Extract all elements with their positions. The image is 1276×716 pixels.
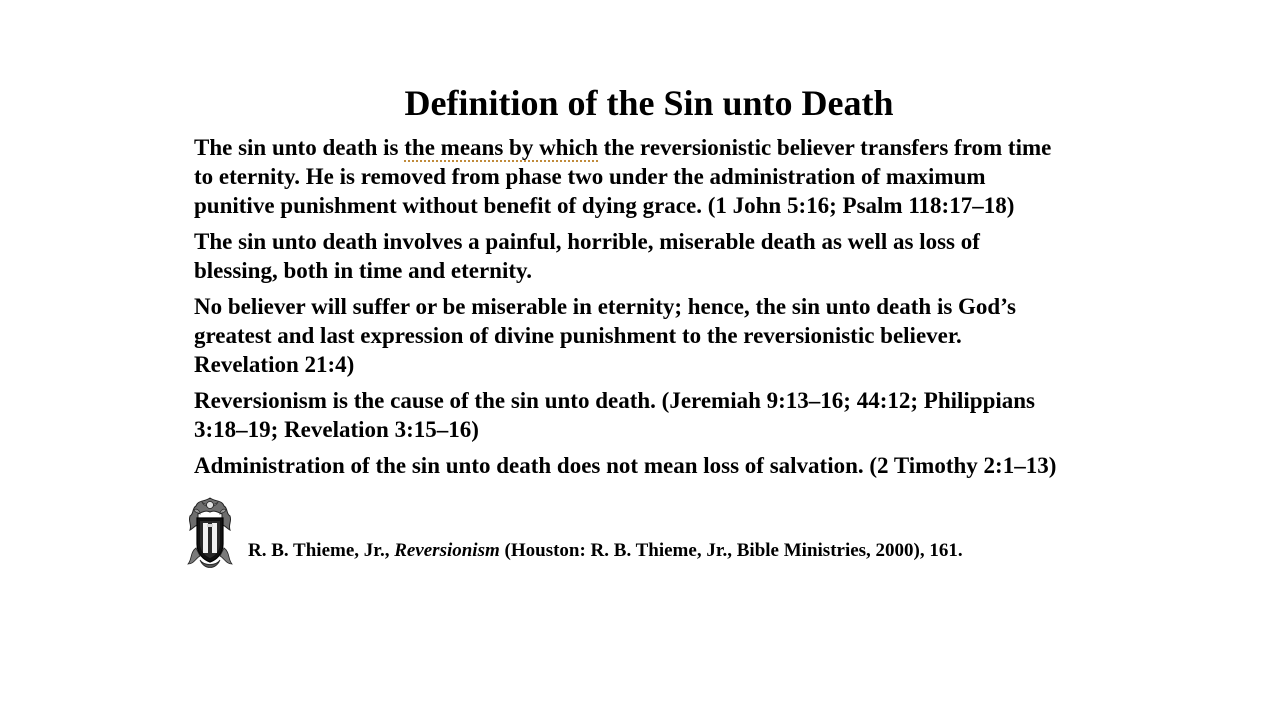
citation-text — [248, 539, 963, 563]
paragraph-definition — [194, 133, 1114, 220]
paragraph-painful-death — [194, 227, 1114, 285]
paragraph-line: punitive punishment without benefit of dying grace. (1 John 5:16; Psalm 118:17–18) — [194, 193, 1015, 218]
paragraph-line: 3:18–19; Revelation 3:15–16) — [194, 417, 479, 442]
citation-author: R. B. Thieme, Jr., — [248, 540, 395, 561]
paragraph-cause — [194, 386, 1114, 444]
citation — [186, 494, 1086, 574]
ministry-crest-icon — [186, 494, 234, 572]
paragraph-line: greatest and last expression of divine punishment to the reversionistic believer. — [194, 323, 962, 348]
line-text: The sin unto death is — [194, 135, 405, 160]
paragraph-line: blessing, both in time and eternity. — [194, 258, 533, 283]
paragraph-line: to eternity. He is removed from phase two under the administration of maximum — [194, 164, 986, 189]
paragraph-salvation — [194, 451, 1114, 480]
paragraph-line: Revelation 21:4) — [194, 352, 355, 377]
paragraph-divine-punishment — [194, 292, 1114, 379]
page-title: Definition of the Sin unto Death — [404, 83, 894, 123]
paragraph-line: No believer will suffer or be miserable in eternity; hence, the sin unto death is God’s — [194, 294, 1016, 319]
paragraph-line: Reversionism is the cause of the sin unto death. (Jeremiah 9:13–16; 44:12; Philippians — [194, 388, 1035, 413]
paragraph-line — [194, 133, 1114, 162]
paragraph-line: The sin unto death involves a painful, horrible, miserable death as well as loss of — [194, 229, 980, 254]
grammar-flagged-phrase: the means by which — [404, 135, 598, 160]
line-text: the reversionistic believer transfers from time — [597, 135, 1052, 160]
slide-body — [194, 133, 1114, 487]
paragraph-line: Administration of the sin unto death does not mean loss of salvation. (2 Timothy 2:1–13) — [194, 453, 1057, 478]
citation-publication: (Houston: R. B. Thieme, Jr., Bible Ministries, 2000), 161. — [499, 540, 963, 561]
citation-book-title: Reversionism — [394, 540, 500, 561]
